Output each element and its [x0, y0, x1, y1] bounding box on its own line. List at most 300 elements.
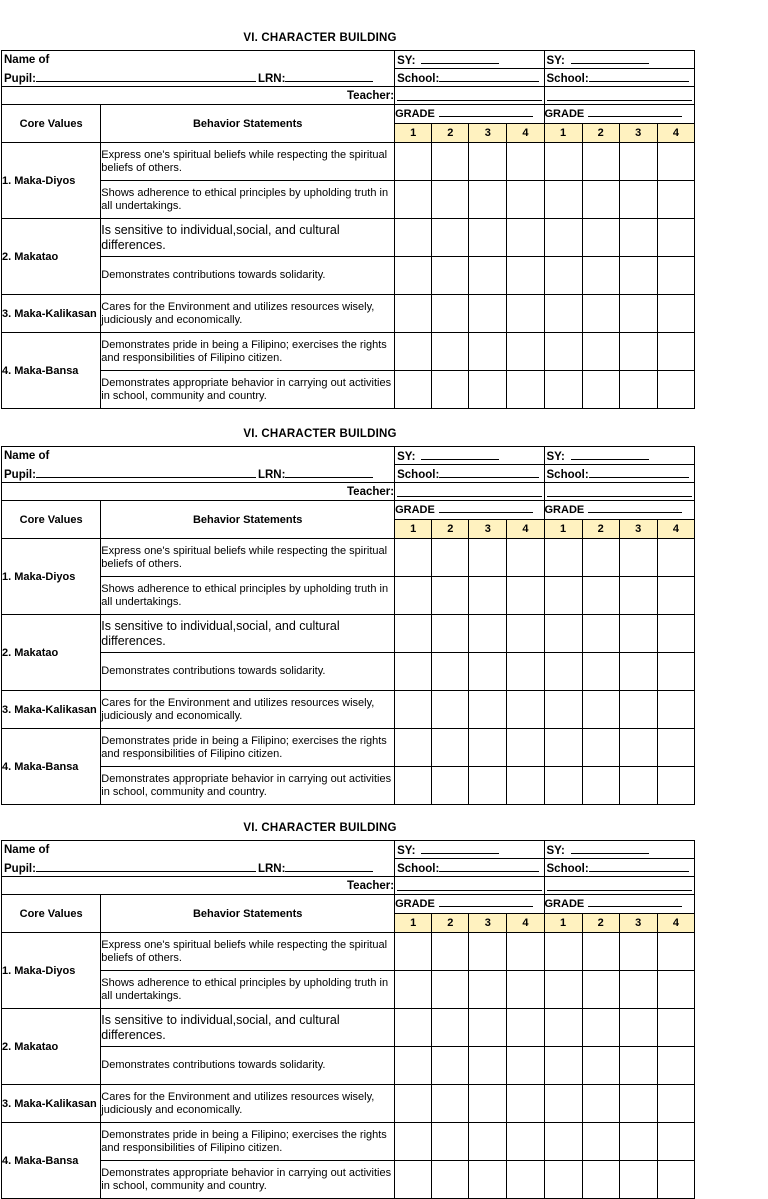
- rating-cell[interactable]: [544, 1047, 582, 1085]
- rating-cell[interactable]: [469, 971, 507, 1009]
- rating-cell[interactable]: [395, 181, 432, 219]
- rating-cell[interactable]: [507, 767, 544, 805]
- rating-cell[interactable]: [395, 615, 432, 653]
- rating-cell[interactable]: [432, 371, 469, 409]
- rating-cell[interactable]: [469, 767, 507, 805]
- teacher-cell: [2, 483, 395, 501]
- rating-cell[interactable]: [582, 1009, 619, 1047]
- teacher-blank[interactable]: [547, 881, 693, 891]
- table-row: [2, 295, 695, 333]
- pupil-name-blank[interactable]: [36, 860, 256, 872]
- rating-cell[interactable]: [507, 257, 544, 295]
- rating-cell[interactable]: [507, 295, 544, 333]
- rating-cell[interactable]: [657, 615, 694, 653]
- grade-label: GRADE: [395, 898, 435, 910]
- school-field[interactable]: [544, 859, 695, 877]
- grade-blank[interactable]: [588, 895, 682, 907]
- rating-cell[interactable]: [657, 219, 694, 257]
- rating-cell[interactable]: [582, 767, 619, 805]
- behavior-statement: Cares for the Environment and utilizes resources wisely, judiciously and economically.: [101, 295, 395, 333]
- table-row: [2, 333, 695, 371]
- school-field[interactable]: [544, 465, 695, 483]
- rating-cell[interactable]: [432, 333, 469, 371]
- quarter-number: 1: [395, 124, 432, 143]
- rating-cell[interactable]: [582, 971, 619, 1009]
- quarter-number: 1: [544, 914, 582, 933]
- rating-cell[interactable]: [432, 539, 469, 577]
- sy-blank[interactable]: [421, 52, 499, 64]
- rating-cell[interactable]: [432, 971, 469, 1009]
- rating-cell[interactable]: [469, 143, 507, 181]
- rating-cell[interactable]: [544, 371, 582, 409]
- sy-label: SY:: [397, 451, 416, 463]
- rating-cell[interactable]: [619, 933, 657, 971]
- rating-cell[interactable]: [395, 1047, 432, 1085]
- rating-cell[interactable]: [395, 691, 432, 729]
- sy-field[interactable]: [544, 447, 695, 465]
- rating-cell[interactable]: [657, 1047, 694, 1085]
- rating-cell[interactable]: [507, 1047, 544, 1085]
- lrn-label: LRN:: [257, 468, 286, 481]
- behavior-statements-header: [101, 105, 395, 143]
- rating-cell[interactable]: [657, 181, 694, 219]
- rating-cell[interactable]: [657, 1085, 694, 1123]
- rating-cell[interactable]: [657, 691, 694, 729]
- rating-cell[interactable]: [619, 971, 657, 1009]
- behavior-statement: Is sensitive to individual,social, and cultural differences.: [101, 615, 395, 653]
- grade-field[interactable]: [395, 895, 544, 914]
- behavior-statements-header: [101, 895, 395, 933]
- school-field[interactable]: [395, 69, 544, 87]
- rating-cell[interactable]: [544, 1161, 582, 1199]
- rating-cell[interactable]: [395, 1161, 432, 1199]
- quarter-number: 2: [582, 914, 619, 933]
- rating-cell[interactable]: [657, 539, 694, 577]
- grade-label: GRADE: [395, 108, 435, 120]
- table-row: [2, 691, 695, 729]
- behavior-statement: Demonstrates pride in being a Filipino; exercises the rights and responsibilities of Filipino citizen.: [101, 1123, 395, 1161]
- rating-cell[interactable]: [544, 1123, 582, 1161]
- rating-cell[interactable]: [619, 1085, 657, 1123]
- teacher-blank[interactable]: [547, 487, 693, 497]
- rating-cell[interactable]: [582, 1047, 619, 1085]
- rating-cell[interactable]: [619, 653, 657, 691]
- school-blank[interactable]: [439, 860, 539, 872]
- table-row: [2, 971, 695, 1009]
- rating-cell[interactable]: [582, 219, 619, 257]
- pupil-name-blank[interactable]: [36, 466, 256, 478]
- rating-cell[interactable]: [395, 729, 432, 767]
- character-table: [1, 840, 695, 1199]
- rating-cell[interactable]: [619, 1123, 657, 1161]
- rating-cell[interactable]: [395, 1009, 432, 1047]
- teacher-field[interactable]: [544, 483, 695, 501]
- school-label: School:: [397, 73, 440, 85]
- behavior-statement: Express one's spiritual beliefs while respecting the spiritual beliefs of others.: [101, 143, 395, 181]
- quarter-number: 2: [432, 914, 469, 933]
- table-row: [2, 577, 695, 615]
- behavior-label: Behavior Statements: [192, 513, 303, 526]
- rating-cell[interactable]: [469, 729, 507, 767]
- grade-blank[interactable]: [439, 895, 533, 907]
- rating-cell[interactable]: [507, 1161, 544, 1199]
- rating-cell[interactable]: [582, 615, 619, 653]
- rating-cell[interactable]: [657, 1009, 694, 1047]
- teacher-field[interactable]: [544, 877, 695, 895]
- rating-cell[interactable]: [432, 653, 469, 691]
- teacher-field[interactable]: [395, 87, 544, 105]
- core-value-name: 4. Maka-Bansa: [2, 729, 101, 805]
- rating-cell[interactable]: [395, 219, 432, 257]
- rating-cell[interactable]: [582, 181, 619, 219]
- rating-cell[interactable]: [657, 371, 694, 409]
- section-title: VI. CHARACTER BUILDING: [243, 822, 397, 834]
- rating-cell[interactable]: [507, 1123, 544, 1161]
- rating-cell[interactable]: [582, 933, 619, 971]
- school-field[interactable]: [395, 465, 544, 483]
- rating-cell[interactable]: [469, 933, 507, 971]
- rating-cell[interactable]: [619, 539, 657, 577]
- rating-cell[interactable]: [395, 295, 432, 333]
- rating-cell[interactable]: [619, 371, 657, 409]
- rating-cell[interactable]: [544, 539, 582, 577]
- rating-cell[interactable]: [432, 615, 469, 653]
- rating-cell[interactable]: [582, 539, 619, 577]
- rating-cell[interactable]: [544, 691, 582, 729]
- grade-blank[interactable]: [588, 501, 682, 513]
- school-blank[interactable]: [589, 70, 689, 82]
- rating-cell[interactable]: [582, 333, 619, 371]
- table-row: [2, 1085, 695, 1123]
- quarter-number: 3: [469, 124, 507, 143]
- school-label: School:: [546, 469, 589, 481]
- rating-cell[interactable]: [469, 333, 507, 371]
- grade-blank[interactable]: [439, 105, 533, 117]
- character-table: [1, 446, 695, 805]
- rating-cell[interactable]: [582, 257, 619, 295]
- table-row: [2, 143, 695, 181]
- rating-cell[interactable]: [507, 333, 544, 371]
- rating-cell[interactable]: [469, 1085, 507, 1123]
- school-field[interactable]: [544, 69, 695, 87]
- rating-cell[interactable]: [619, 295, 657, 333]
- rating-cell[interactable]: [657, 971, 694, 1009]
- quarter-number: 3: [619, 914, 657, 933]
- rating-cell[interactable]: [544, 971, 582, 1009]
- rating-cell[interactable]: [469, 539, 507, 577]
- rating-cell[interactable]: [544, 615, 582, 653]
- core-values-label: Core Values: [19, 117, 83, 130]
- rating-cell[interactable]: [657, 933, 694, 971]
- core-value-name: 1. Maka-Diyos: [2, 143, 101, 219]
- teacher-blank[interactable]: [397, 91, 541, 101]
- rating-cell[interactable]: [582, 295, 619, 333]
- quarter-number: 3: [619, 520, 657, 539]
- rating-cell[interactable]: [395, 971, 432, 1009]
- grade-blank[interactable]: [439, 501, 533, 513]
- table-row: [2, 1161, 695, 1199]
- rating-cell[interactable]: [657, 653, 694, 691]
- rating-cell[interactable]: [582, 691, 619, 729]
- rating-cell[interactable]: [469, 371, 507, 409]
- school-label: School:: [397, 863, 440, 875]
- rating-cell[interactable]: [619, 219, 657, 257]
- rating-cell[interactable]: [432, 219, 469, 257]
- rating-cell[interactable]: [544, 257, 582, 295]
- rating-cell[interactable]: [432, 767, 469, 805]
- rating-cell[interactable]: [395, 333, 432, 371]
- rating-cell[interactable]: [544, 1085, 582, 1123]
- pupil-lrn-cell[interactable]: [2, 859, 395, 877]
- rating-cell[interactable]: [507, 577, 544, 615]
- rating-cell[interactable]: [619, 257, 657, 295]
- core-value-name: 2. Makatao: [2, 1009, 101, 1085]
- pupil-lrn-cell[interactable]: [2, 69, 395, 87]
- teacher-blank[interactable]: [397, 487, 541, 497]
- rating-cell[interactable]: [395, 577, 432, 615]
- rating-cell[interactable]: [619, 729, 657, 767]
- rating-cell[interactable]: [582, 1123, 619, 1161]
- rating-cell[interactable]: [469, 577, 507, 615]
- sy-blank[interactable]: [421, 448, 499, 460]
- rating-cell[interactable]: [395, 1085, 432, 1123]
- rating-cell[interactable]: [657, 1161, 694, 1199]
- name-of-cell: [2, 51, 395, 69]
- rating-cell[interactable]: [619, 333, 657, 371]
- quarter-number: 4: [657, 124, 694, 143]
- quarter-number: 4: [507, 124, 544, 143]
- rating-cell[interactable]: [432, 257, 469, 295]
- table-row: [2, 653, 695, 691]
- rating-cell[interactable]: [657, 257, 694, 295]
- rating-cell[interactable]: [619, 1047, 657, 1085]
- rating-cell[interactable]: [507, 1009, 544, 1047]
- lrn-blank[interactable]: [285, 466, 373, 478]
- rating-cell[interactable]: [619, 1161, 657, 1199]
- core-value-name: 3. Maka-Kalikasan: [2, 295, 101, 333]
- rating-cell[interactable]: [507, 933, 544, 971]
- rating-cell[interactable]: [544, 181, 582, 219]
- rating-cell[interactable]: [395, 143, 432, 181]
- core-values-header: [2, 895, 101, 933]
- rating-cell[interactable]: [657, 729, 694, 767]
- sy-field[interactable]: [544, 841, 695, 859]
- rating-cell[interactable]: [395, 539, 432, 577]
- pupil-label: Pupil:: [4, 72, 36, 85]
- rating-cell[interactable]: [657, 577, 694, 615]
- rating-cell[interactable]: [507, 371, 544, 409]
- rating-cell[interactable]: [582, 371, 619, 409]
- behavior-statement: Demonstrates appropriate behavior in carrying out activities in school, community and country.: [101, 1161, 395, 1199]
- core-value-name: 3. Maka-Kalikasan: [2, 1085, 101, 1123]
- lrn-blank[interactable]: [285, 860, 373, 872]
- sy-field[interactable]: [544, 51, 695, 69]
- school-field[interactable]: [395, 859, 544, 877]
- rating-cell[interactable]: [619, 767, 657, 805]
- rating-cell[interactable]: [469, 257, 507, 295]
- sy-field[interactable]: [395, 841, 544, 859]
- rating-cell[interactable]: [582, 1161, 619, 1199]
- rating-cell[interactable]: [544, 653, 582, 691]
- rating-cell[interactable]: [657, 1123, 694, 1161]
- quarter-number: 3: [469, 914, 507, 933]
- sy-label: SY:: [397, 845, 416, 857]
- grade-field[interactable]: [395, 501, 544, 520]
- rating-cell[interactable]: [507, 181, 544, 219]
- sy-label: SY:: [546, 451, 565, 463]
- rating-cell[interactable]: [432, 577, 469, 615]
- quarter-number: 4: [657, 914, 694, 933]
- teacher-blank[interactable]: [547, 91, 693, 101]
- rating-cell[interactable]: [432, 933, 469, 971]
- grade-field[interactable]: [544, 895, 695, 914]
- rating-cell[interactable]: [507, 1085, 544, 1123]
- rating-cell[interactable]: [469, 295, 507, 333]
- rating-cell[interactable]: [395, 257, 432, 295]
- rating-cell[interactable]: [544, 767, 582, 805]
- rating-cell[interactable]: [619, 181, 657, 219]
- rating-cell[interactable]: [619, 577, 657, 615]
- rating-cell[interactable]: [395, 371, 432, 409]
- teacher-cell: [2, 87, 395, 105]
- name-of-cell: [2, 447, 395, 465]
- table-row: [2, 729, 695, 767]
- behavior-statement: Express one's spiritual beliefs while respecting the spiritual beliefs of others.: [101, 933, 395, 971]
- rating-cell[interactable]: [507, 971, 544, 1009]
- grade-field[interactable]: [544, 105, 695, 124]
- rating-cell[interactable]: [544, 933, 582, 971]
- grade-field[interactable]: [544, 501, 695, 520]
- table-row: [2, 1047, 695, 1085]
- behavior-statement: Demonstrates contributions towards solidarity.: [101, 1047, 395, 1085]
- sy-blank[interactable]: [421, 842, 499, 854]
- rating-cell[interactable]: [432, 729, 469, 767]
- lrn-label: LRN:: [257, 862, 286, 875]
- rating-cell[interactable]: [619, 615, 657, 653]
- rating-cell[interactable]: [544, 333, 582, 371]
- behavior-statement: Cares for the Environment and utilizes resources wisely, judiciously and economically.: [101, 691, 395, 729]
- teacher-field[interactable]: [395, 877, 544, 895]
- core-values-label: Core Values: [19, 907, 83, 920]
- sy-field[interactable]: [395, 51, 544, 69]
- rating-cell[interactable]: [469, 653, 507, 691]
- rating-cell[interactable]: [469, 1161, 507, 1199]
- rating-cell[interactable]: [507, 653, 544, 691]
- sy-blank[interactable]: [571, 842, 649, 854]
- quarter-number: 2: [432, 124, 469, 143]
- rating-cell[interactable]: [469, 181, 507, 219]
- rating-cell[interactable]: [657, 767, 694, 805]
- core-values-header: [2, 105, 101, 143]
- rating-cell[interactable]: [619, 691, 657, 729]
- school-label: School:: [546, 863, 589, 875]
- rating-cell[interactable]: [657, 295, 694, 333]
- rating-cell[interactable]: [432, 1085, 469, 1123]
- sy-blank[interactable]: [571, 448, 649, 460]
- school-blank[interactable]: [439, 70, 539, 82]
- core-values-label: Core Values: [19, 513, 83, 526]
- rating-cell[interactable]: [582, 1085, 619, 1123]
- rating-cell[interactable]: [507, 219, 544, 257]
- rating-cell[interactable]: [544, 577, 582, 615]
- rating-cell[interactable]: [507, 691, 544, 729]
- pupil-name-blank[interactable]: [36, 70, 256, 82]
- behavior-statement: Shows adherence to ethical principles by upholding truth in all undertakings.: [101, 181, 395, 219]
- rating-cell[interactable]: [544, 219, 582, 257]
- rating-cell[interactable]: [582, 577, 619, 615]
- sy-label: SY:: [397, 55, 416, 67]
- rating-cell[interactable]: [395, 1123, 432, 1161]
- school-blank[interactable]: [439, 466, 539, 478]
- rating-cell[interactable]: [507, 615, 544, 653]
- teacher-field[interactable]: [544, 87, 695, 105]
- lrn-blank[interactable]: [285, 70, 373, 82]
- school-blank[interactable]: [589, 860, 689, 872]
- rating-cell[interactable]: [469, 219, 507, 257]
- character-building-form: [0, 428, 768, 820]
- rating-cell[interactable]: [432, 1047, 469, 1085]
- teacher-label: Teacher:: [347, 89, 395, 102]
- rating-cell[interactable]: [395, 767, 432, 805]
- rating-cell[interactable]: [582, 653, 619, 691]
- rating-cell[interactable]: [582, 143, 619, 181]
- rating-cell[interactable]: [469, 1009, 507, 1047]
- rating-cell[interactable]: [432, 181, 469, 219]
- school-blank[interactable]: [589, 466, 689, 478]
- rating-cell[interactable]: [619, 1009, 657, 1047]
- core-value-name: 4. Maka-Bansa: [2, 1123, 101, 1199]
- rating-cell[interactable]: [619, 143, 657, 181]
- quarter-number: 4: [507, 914, 544, 933]
- behavior-label: Behavior Statements: [192, 117, 303, 130]
- rating-cell[interactable]: [432, 691, 469, 729]
- rating-cell[interactable]: [507, 143, 544, 181]
- behavior-statement: Shows adherence to ethical principles by upholding truth in all undertakings.: [101, 971, 395, 1009]
- rating-cell[interactable]: [582, 729, 619, 767]
- rating-cell[interactable]: [432, 1161, 469, 1199]
- rating-cell[interactable]: [469, 615, 507, 653]
- rating-cell[interactable]: [432, 295, 469, 333]
- pupil-lrn-cell[interactable]: [2, 465, 395, 483]
- rating-cell[interactable]: [657, 333, 694, 371]
- rating-cell[interactable]: [507, 729, 544, 767]
- rating-cell[interactable]: [432, 1009, 469, 1047]
- rating-cell[interactable]: [395, 653, 432, 691]
- teacher-field[interactable]: [395, 483, 544, 501]
- quarter-number: 3: [619, 124, 657, 143]
- school-label: School:: [546, 73, 589, 85]
- rating-cell[interactable]: [544, 143, 582, 181]
- grade-blank[interactable]: [588, 105, 682, 117]
- sy-field[interactable]: [395, 447, 544, 465]
- table-row: [2, 181, 695, 219]
- rating-cell[interactable]: [432, 1123, 469, 1161]
- rating-cell[interactable]: [657, 143, 694, 181]
- rating-cell[interactable]: [395, 933, 432, 971]
- teacher-label: Teacher:: [347, 485, 395, 498]
- rating-cell[interactable]: [507, 539, 544, 577]
- grade-field[interactable]: [395, 105, 544, 124]
- rating-cell[interactable]: [469, 1123, 507, 1161]
- rating-cell[interactable]: [469, 1047, 507, 1085]
- rating-cell[interactable]: [432, 143, 469, 181]
- rating-cell[interactable]: [544, 729, 582, 767]
- teacher-blank[interactable]: [397, 881, 541, 891]
- rating-cell[interactable]: [544, 295, 582, 333]
- rating-cell[interactable]: [469, 691, 507, 729]
- rating-cell[interactable]: [544, 1009, 582, 1047]
- sy-blank[interactable]: [571, 52, 649, 64]
